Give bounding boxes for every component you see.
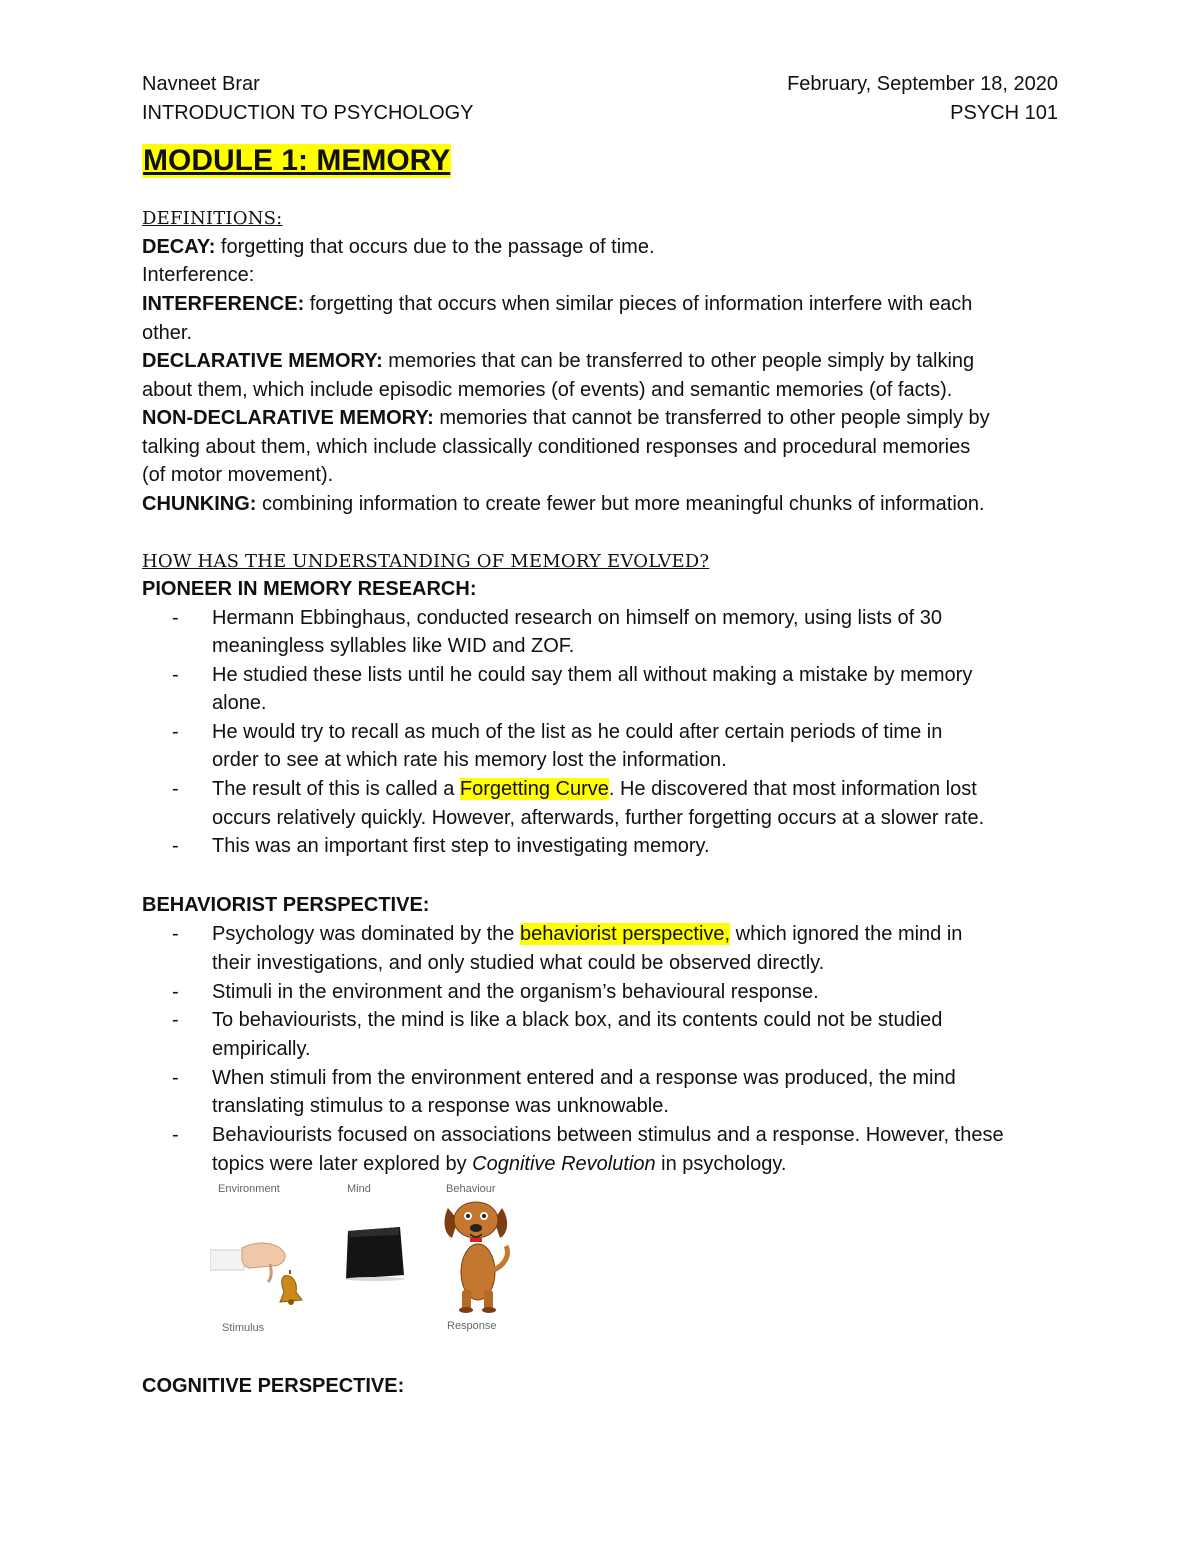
definition-declarative bbox=[142, 347, 1062, 376]
bullet-5-post: in psychology. bbox=[655, 1153, 787, 1175]
bullet-5-pre: topics were later explored by bbox=[212, 1153, 473, 1175]
term-nondeclarative: NON-DECLARATIVE MEMORY: bbox=[142, 407, 434, 429]
nondeclarative-text-cont: talking about them, which include classically conditioned responses and procedural memories bbox=[142, 436, 971, 458]
document-date: February, September 18, 2020 bbox=[787, 73, 1058, 95]
cognitive-heading: COGNITIVE PERSPECTIVE: bbox=[142, 1375, 405, 1397]
pioneer-bullet-2: He studied these lists until he could say them all without making a mistake by memory bbox=[212, 664, 973, 686]
bullet-dash: - bbox=[172, 721, 179, 743]
definition-interference bbox=[142, 290, 1062, 319]
course-code: PSYCH 101 bbox=[950, 102, 1058, 124]
definition-decay bbox=[142, 233, 1062, 262]
page-title: MODULE 1: MEMORY bbox=[143, 144, 451, 177]
author-name: Navneet Brar bbox=[142, 73, 260, 95]
behaviorist-bullet-2: Stimuli in the environment and the organism’s behavioural response. bbox=[212, 981, 819, 1003]
behaviorist-bullet-4: When stimuli from the environment entered and a response was produced, the mind bbox=[212, 1067, 956, 1089]
interference-text: forgetting that occurs when similar pieces of information interfere with each bbox=[304, 293, 973, 315]
term-chunking: CHUNKING: bbox=[142, 493, 257, 515]
behaviorist-bullet-4-cont: translating stimulus to a response was unknowable. bbox=[212, 1095, 669, 1117]
pioneer-bullet-4-cont: occurs relatively quickly. However, afterwards, further forgetting occurs at a slower rate. bbox=[212, 807, 985, 829]
bullet-dash: - bbox=[172, 1067, 179, 1089]
course-name: INTRODUCTION TO PSYCHOLOGY bbox=[142, 102, 474, 124]
behaviorist-bullet-5-cont bbox=[212, 1150, 786, 1179]
figure-label-mind: Mind bbox=[347, 1183, 371, 1195]
bullet-4-pre: The result of this is called a bbox=[212, 778, 460, 800]
nondeclarative-text-cont2: (of motor movement). bbox=[142, 464, 334, 486]
interference-label: Interference: bbox=[142, 264, 255, 286]
pioneer-bullet-1-cont: meaningless syllables like WID and ZOF. bbox=[212, 635, 575, 657]
behaviorist-heading: BEHAVIORIST PERSPECTIVE: bbox=[142, 894, 430, 916]
bullet-dash: - bbox=[172, 664, 179, 686]
cognitive-revolution-term: Cognitive Revolution bbox=[472, 1153, 656, 1175]
bullet-dash: - bbox=[172, 835, 179, 857]
interference-text-cont: other. bbox=[142, 322, 193, 344]
bullet-dash: - bbox=[172, 1009, 179, 1031]
term-declarative: DECLARATIVE MEMORY: bbox=[142, 350, 383, 372]
pioneer-bullet-4 bbox=[212, 775, 977, 804]
black-box-illustration bbox=[342, 1225, 408, 1281]
bullet-1-post: which ignored the mind in bbox=[730, 923, 963, 945]
bullet-dash: - bbox=[172, 607, 179, 629]
definitions-heading: DEFINITIONS: bbox=[142, 208, 283, 229]
behaviorist-bullet-3-cont: empirically. bbox=[212, 1038, 311, 1060]
declarative-text-cont: about them, which include episodic memories (of events) and semantic memories (of facts). bbox=[142, 379, 953, 401]
decay-text: forgetting that occurs due to the passage of time. bbox=[215, 236, 655, 258]
bullet-dash: - bbox=[172, 778, 179, 800]
behaviorist-bullet-1 bbox=[212, 920, 962, 949]
bullet-dash: - bbox=[172, 1124, 179, 1146]
term-decay: DECAY: bbox=[142, 236, 216, 258]
bullet-1-pre: Psychology was dominated by the bbox=[212, 923, 520, 945]
evolution-heading: HOW HAS THE UNDERSTANDING OF MEMORY EVOLVED? bbox=[142, 551, 710, 572]
hand-bell-illustration bbox=[210, 1236, 310, 1308]
definition-chunking bbox=[142, 490, 1062, 519]
figure-label-response: Response bbox=[447, 1320, 497, 1332]
definition-nondeclarative bbox=[142, 404, 1062, 433]
behaviorist-bullet-5: Behaviourists focused on associations between stimulus and a response. However, these bbox=[212, 1124, 1004, 1146]
nondeclarative-text: memories that cannot be transferred to other people simply by bbox=[433, 407, 990, 429]
bullet-4-post: . He discovered that most information lost bbox=[608, 778, 977, 800]
pioneer-heading: PIONEER IN MEMORY RESEARCH: bbox=[142, 578, 477, 600]
behaviorist-bullet-1-cont: their investigations, and only studied what could be observed directly. bbox=[212, 952, 825, 974]
pioneer-bullet-2-cont: alone. bbox=[212, 692, 267, 714]
pioneer-bullet-1: Hermann Ebbinghaus, conducted research on himself on memory, using lists of 30 bbox=[212, 607, 943, 629]
figure-label-stimulus: Stimulus bbox=[222, 1322, 265, 1334]
figure-label-environment: Environment bbox=[218, 1183, 280, 1195]
behaviorist-bullet-3: To behaviourists, the mind is like a black box, and its contents could not be studied bbox=[212, 1009, 943, 1031]
highlight-forgetting-curve: Forgetting Curve bbox=[459, 778, 609, 800]
highlight-behaviorist-perspective: behaviorist perspective, bbox=[519, 923, 731, 945]
figure-label-behaviour: Behaviour bbox=[446, 1183, 496, 1195]
declarative-text: memories that can be transferred to other people simply by talking bbox=[382, 350, 975, 372]
pioneer-bullet-5: This was an important first step to investigating memory. bbox=[212, 835, 710, 857]
chunking-text: combining information to create fewer but more meaningful chunks of information. bbox=[256, 493, 985, 515]
bullet-dash: - bbox=[172, 923, 179, 945]
pioneer-bullet-3-cont: order to see at which rate his memory lost the information. bbox=[212, 749, 727, 771]
bullet-dash: - bbox=[172, 981, 179, 1003]
pioneer-bullet-3: He would try to recall as much of the list as he could after certain periods of time in bbox=[212, 721, 943, 743]
dog-illustration bbox=[440, 1198, 518, 1316]
term-interference: INTERFERENCE: bbox=[142, 293, 305, 315]
